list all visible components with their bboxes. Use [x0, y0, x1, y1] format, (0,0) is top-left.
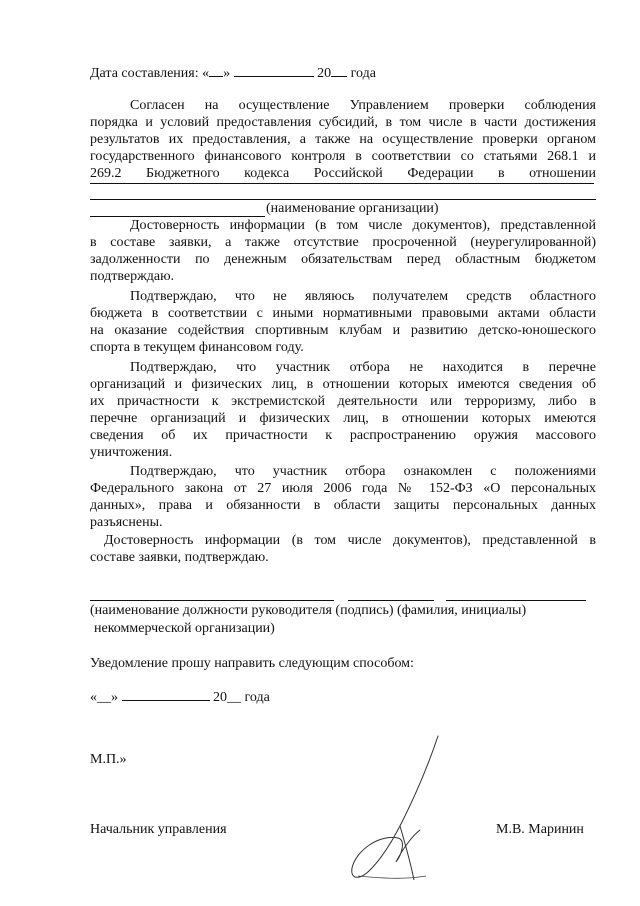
para4-line-3: данных», права и обязанности в области защиты персональных данных	[90, 498, 596, 513]
fullname-rule	[446, 600, 586, 601]
year-blank	[331, 64, 347, 77]
para4-line-2: Федерального закона от 27 июля 2006 года № 152-ФЗ «О персональных	[90, 481, 596, 496]
para5-line-1: Достоверность информации (в том числе документов), представленной в	[104, 533, 596, 548]
notify-line: Уведомление прошу направить следующим способом:	[90, 656, 414, 671]
year-prefix: 20	[317, 66, 332, 81]
consent-line-5: 269.2 Бюджетного кодекса Российской Федерации в отношении	[90, 166, 596, 181]
para2-line-1: Подтверждаю, что не являюсь получателем средств областного	[130, 289, 596, 304]
date2-year-prefix: 20__	[213, 690, 241, 705]
org-name-rule-3	[90, 216, 265, 217]
footer-position: Начальник управления	[90, 822, 227, 837]
org-name-rule-2	[90, 199, 596, 200]
date-close-quote: »	[223, 66, 231, 81]
date2-line	[90, 688, 596, 706]
para3-line-4: перечне организаций и физических лиц, в отношении которых имеются	[90, 411, 596, 426]
para5-line-2: составе заявки, подтверждаю.	[90, 550, 269, 565]
org-caption: (наименование организации)	[266, 201, 439, 216]
para4-line-1: Подтверждаю, что участник отбора ознакомлен с положениями	[130, 464, 596, 479]
consent-line-4: государственного финансового контроля в соответствии со статьями 268.1 и	[90, 149, 596, 164]
date-line	[90, 64, 596, 82]
position-rule	[90, 600, 334, 601]
para3-line-2: организаций и физических лиц, в отношении которых имеются сведения об	[90, 377, 596, 392]
para1-line-2: в составе заявки, а также отсутствие просроченной (неурегулированной)	[90, 235, 596, 250]
para3-line-3: их причастности к экстремистской деятельности или терроризму, либо в	[90, 394, 596, 409]
para3-line-6: уничтожения.	[90, 445, 173, 460]
para1-line-3: задолженности по денежным обязательствам перед областным бюджетом	[90, 252, 596, 267]
para1-line-1: Достоверность информации (в том числе документов), представленной	[130, 218, 596, 233]
para3-line-1: Подтверждаю, что участник отбора не находится в перечне	[130, 360, 596, 375]
consent-line-1: Согласен на осуществление Управлением проверки соблюдения	[130, 98, 596, 113]
para3-line-5: сведения об их причастности к распространению оружия массового	[90, 428, 596, 443]
month-blank	[234, 64, 314, 77]
para2-line-3: на оказание содействия спортивным клубам и развитию детско-юношеского	[90, 323, 596, 338]
stamp-mark: М.П.»	[90, 752, 127, 767]
para2-line-4: спорта в текущем финансовом году.	[90, 340, 304, 355]
date-label: Дата составления: «	[90, 66, 210, 81]
signature-caption-2: некоммерческой организации)	[94, 621, 275, 636]
para4-line-4: разъяснены.	[90, 515, 163, 530]
date2-month-blank	[122, 688, 210, 701]
org-name-rule	[90, 183, 594, 184]
consent-line-3: результатов их предоставления, а также на осуществление проверки органом	[90, 132, 596, 147]
signature-rule	[348, 600, 434, 601]
date2-year-suffix: года	[244, 690, 270, 705]
para2-line-2: бюджета в соответствии с иными нормативными правовыми актами области	[90, 306, 596, 321]
year-suffix: года	[350, 66, 376, 81]
handwritten-signature	[340, 730, 450, 890]
para1-line-4: подтверждаю.	[90, 269, 175, 284]
day-blank	[209, 64, 223, 77]
signature-caption-1: (наименование должности руководителя (подпись) (фамилия, инициалы)	[90, 603, 527, 618]
consent-line-2: порядка и условий предоставления субсидий, в том числе в части достижения	[90, 115, 596, 130]
footer-name: М.В. Маринин	[496, 822, 584, 837]
date2-day: «__»	[90, 690, 118, 705]
